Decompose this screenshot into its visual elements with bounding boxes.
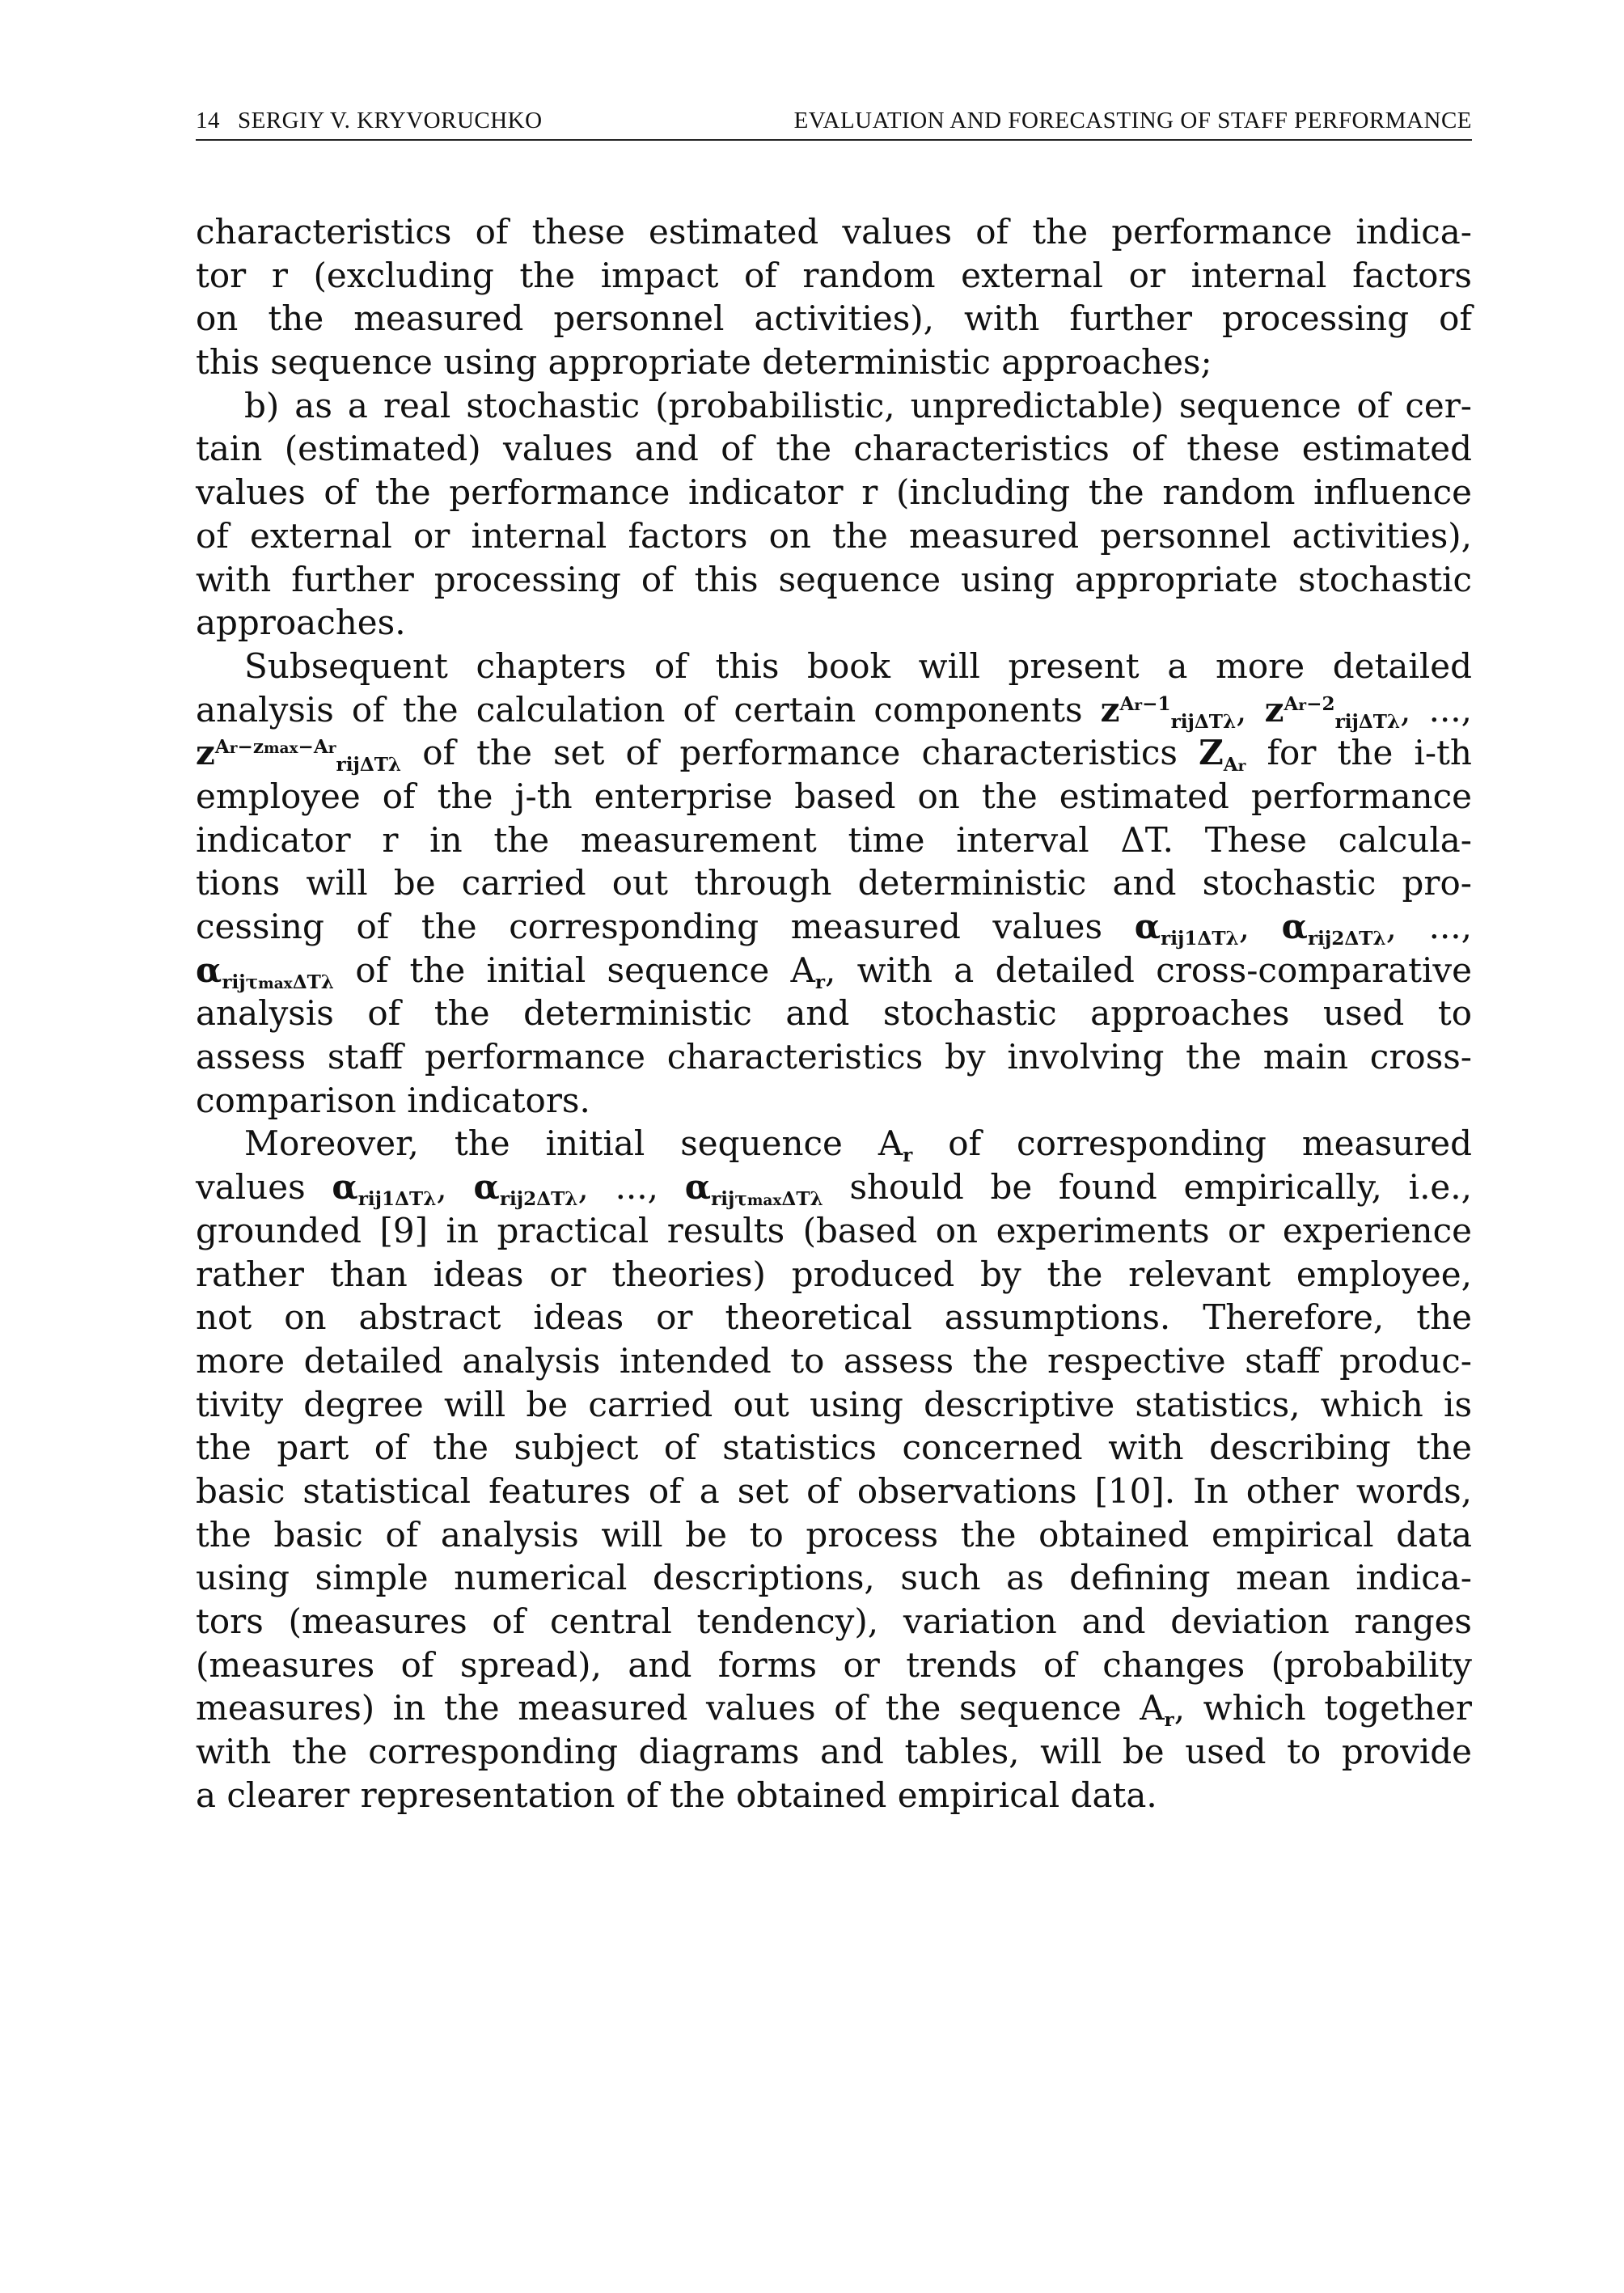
text-line: approaches. [196,603,406,643]
text-line: indicator r in the measurement time interval ΔT. These calcula- [196,819,1472,860]
text-line: on the measured personnel activities), with further processing of [196,298,1472,339]
text-line: with the corresponding diagrams and tables, will be used to provide [196,1732,1472,1772]
text-line: more detailed analysis intended to assess the respective staff produc- [196,1340,1472,1381]
text-line: Subsequent chapters of this book will present a more detailed [244,645,1472,686]
formula-z2: $z^{Ar-2}_{rij\Delta T\lambda}$ [1264,689,1401,733]
text-line-with-formula [196,1122,1472,1166]
formula-alpha2: $\alpha_{rij2\Delta T\lambda}$ [473,1167,578,1211]
formula-Z: $Z_{Ar}$ [1199,733,1246,776]
running-header [196,107,1472,141]
text-line: tivity degree will be carried out using descriptive statistics, which is [196,1384,1472,1424]
text-line-with-formula: analysis of the calculation of certain components $z^{Ar-1}_{rij\Delta T\lambda}$, $z^{Ar-2}_{rij\Delta T\lambda}$, ..., [196,689,1472,733]
text-line: analysis of the deterministic and stochastic approaches used to [196,993,1472,1034]
formula-zmax: $z^{Ar-zmax-Ar}_{rij\Delta T\lambda}$ [196,733,402,776]
formula-alphamax: $\alpha_{rij\tau max\Delta T\lambda}$ [684,1167,823,1211]
text-line: employee of the j-th enterprise based on the estimated performance [196,776,1472,816]
text-line: not on abstract ideas or theoretical assumptions. Therefore, the [196,1297,1472,1338]
text-line: tain (estimated) values and of the characteristics of these estimated [196,429,1472,469]
text-line: tions will be carried out through deterministic and stochastic pro- [196,863,1472,903]
text-line: the basic of analysis will be to process the obtained empirical data [196,1514,1472,1555]
header-left [196,107,543,134]
text-line: grounded [9] in practical results (based on experiments or experience [196,1210,1472,1250]
text-line: (measures of spread), and forms or trends of changes (probability [196,1644,1472,1685]
text-line: the part of the subject of statistics concerned with describing the [196,1428,1472,1468]
formula-alpha1: $\alpha_{rij1\Delta T\lambda}$ [332,1167,437,1211]
subscript-r: r [903,1144,913,1167]
subscript-r: r [1164,1709,1174,1732]
text-line-with-formula: values $\alpha_{rij1\Delta T\lambda}$, $\alpha_{rij2\Delta T\lambda}$, ..., $\alpha_{rij\tau max\Delta T\lambda}$ should be found empirically, i.e., [196,1167,1472,1211]
text-segment: , with a detailed cross-comparative [825,950,1472,990]
text-line: tor r (excluding the impact of random external or internal factors [196,255,1472,295]
text-line: b) as a real stochastic (probabilistic, unpredictable) sequence of cer- [244,385,1472,425]
text-line: a clearer representation of the obtained empirical data. [196,1775,1157,1815]
formula-z1: $z^{Ar-1}_{rij\Delta T\lambda}$ [1100,689,1237,733]
text-segment: values [196,1167,306,1208]
text-line-with-formula: cessing of the corresponding measured values $\alpha_{rij1\Delta T\lambda}$, $\alpha_{rij2\Delta T\lambda}$, ..., [196,907,1473,950]
text-segment: measures) in the measured values of the sequence A [196,1688,1165,1728]
body-text [196,210,1472,1817]
text-line: comparison indicators. [196,1080,590,1120]
subscript-r: r [814,971,826,993]
text-segment: of corresponding measured [912,1123,1473,1164]
text-line-with-formula [196,731,1472,775]
text-line: assess staff performance characteristics by involving the main cross- [196,1037,1472,1077]
text-line: rather than ideas or theories) produced by the relevant employee, [196,1254,1472,1294]
text-segment: should be found empirically, i.e., [849,1167,1472,1208]
formula-alphamax: $\alpha_{rij\tau max\Delta T\lambda}$ [196,950,334,993]
text-segment: cessing of the corresponding measured values [196,907,1103,946]
text-line: characteristics of these estimated values of the performance indica- [196,212,1472,252]
text-line-with-formula [196,949,1472,992]
formula-alpha2: $\alpha_{rij2\Delta T\lambda}$ [1281,907,1386,950]
formula-alpha1: $\alpha_{rij1\Delta T\lambda}$ [1134,907,1239,950]
text-line: this sequence using appropriate deterministic approaches; [196,342,1212,383]
text-line: values of the performance indicator r (including the random influence [196,472,1472,513]
page-number: 14 [196,108,220,133]
text-line: of external or internal factors on the measured personnel activities), [196,515,1472,556]
book-title: EVALUATION AND FORECASTING OF STAFF PERFORMANCE [793,108,1472,133]
text-line: basic statistical features of a set of observations [10]. In other words, [196,1470,1472,1511]
author-name: SERGIY V. KRYVORUCHKO [238,108,543,133]
text-segment: for the i-th [1267,733,1472,773]
text-line-with-formula [196,1686,1472,1730]
text-line: tors (measures of central tendency), variation and deviation ranges [196,1601,1472,1641]
text-segment: Moreover, the initial sequence A [244,1123,903,1164]
text-line: with further processing of this sequence using appropriate stochastic [196,559,1472,599]
text-segment: of the initial sequence A [355,950,815,990]
text-line: using simple numerical descriptions, such as defining mean indica- [196,1558,1472,1598]
text-segment: analysis of the calculation of certain components [196,689,1083,730]
text-segment: of the set of performance characteristics [422,733,1178,773]
text-segment: , which together [1174,1688,1472,1728]
